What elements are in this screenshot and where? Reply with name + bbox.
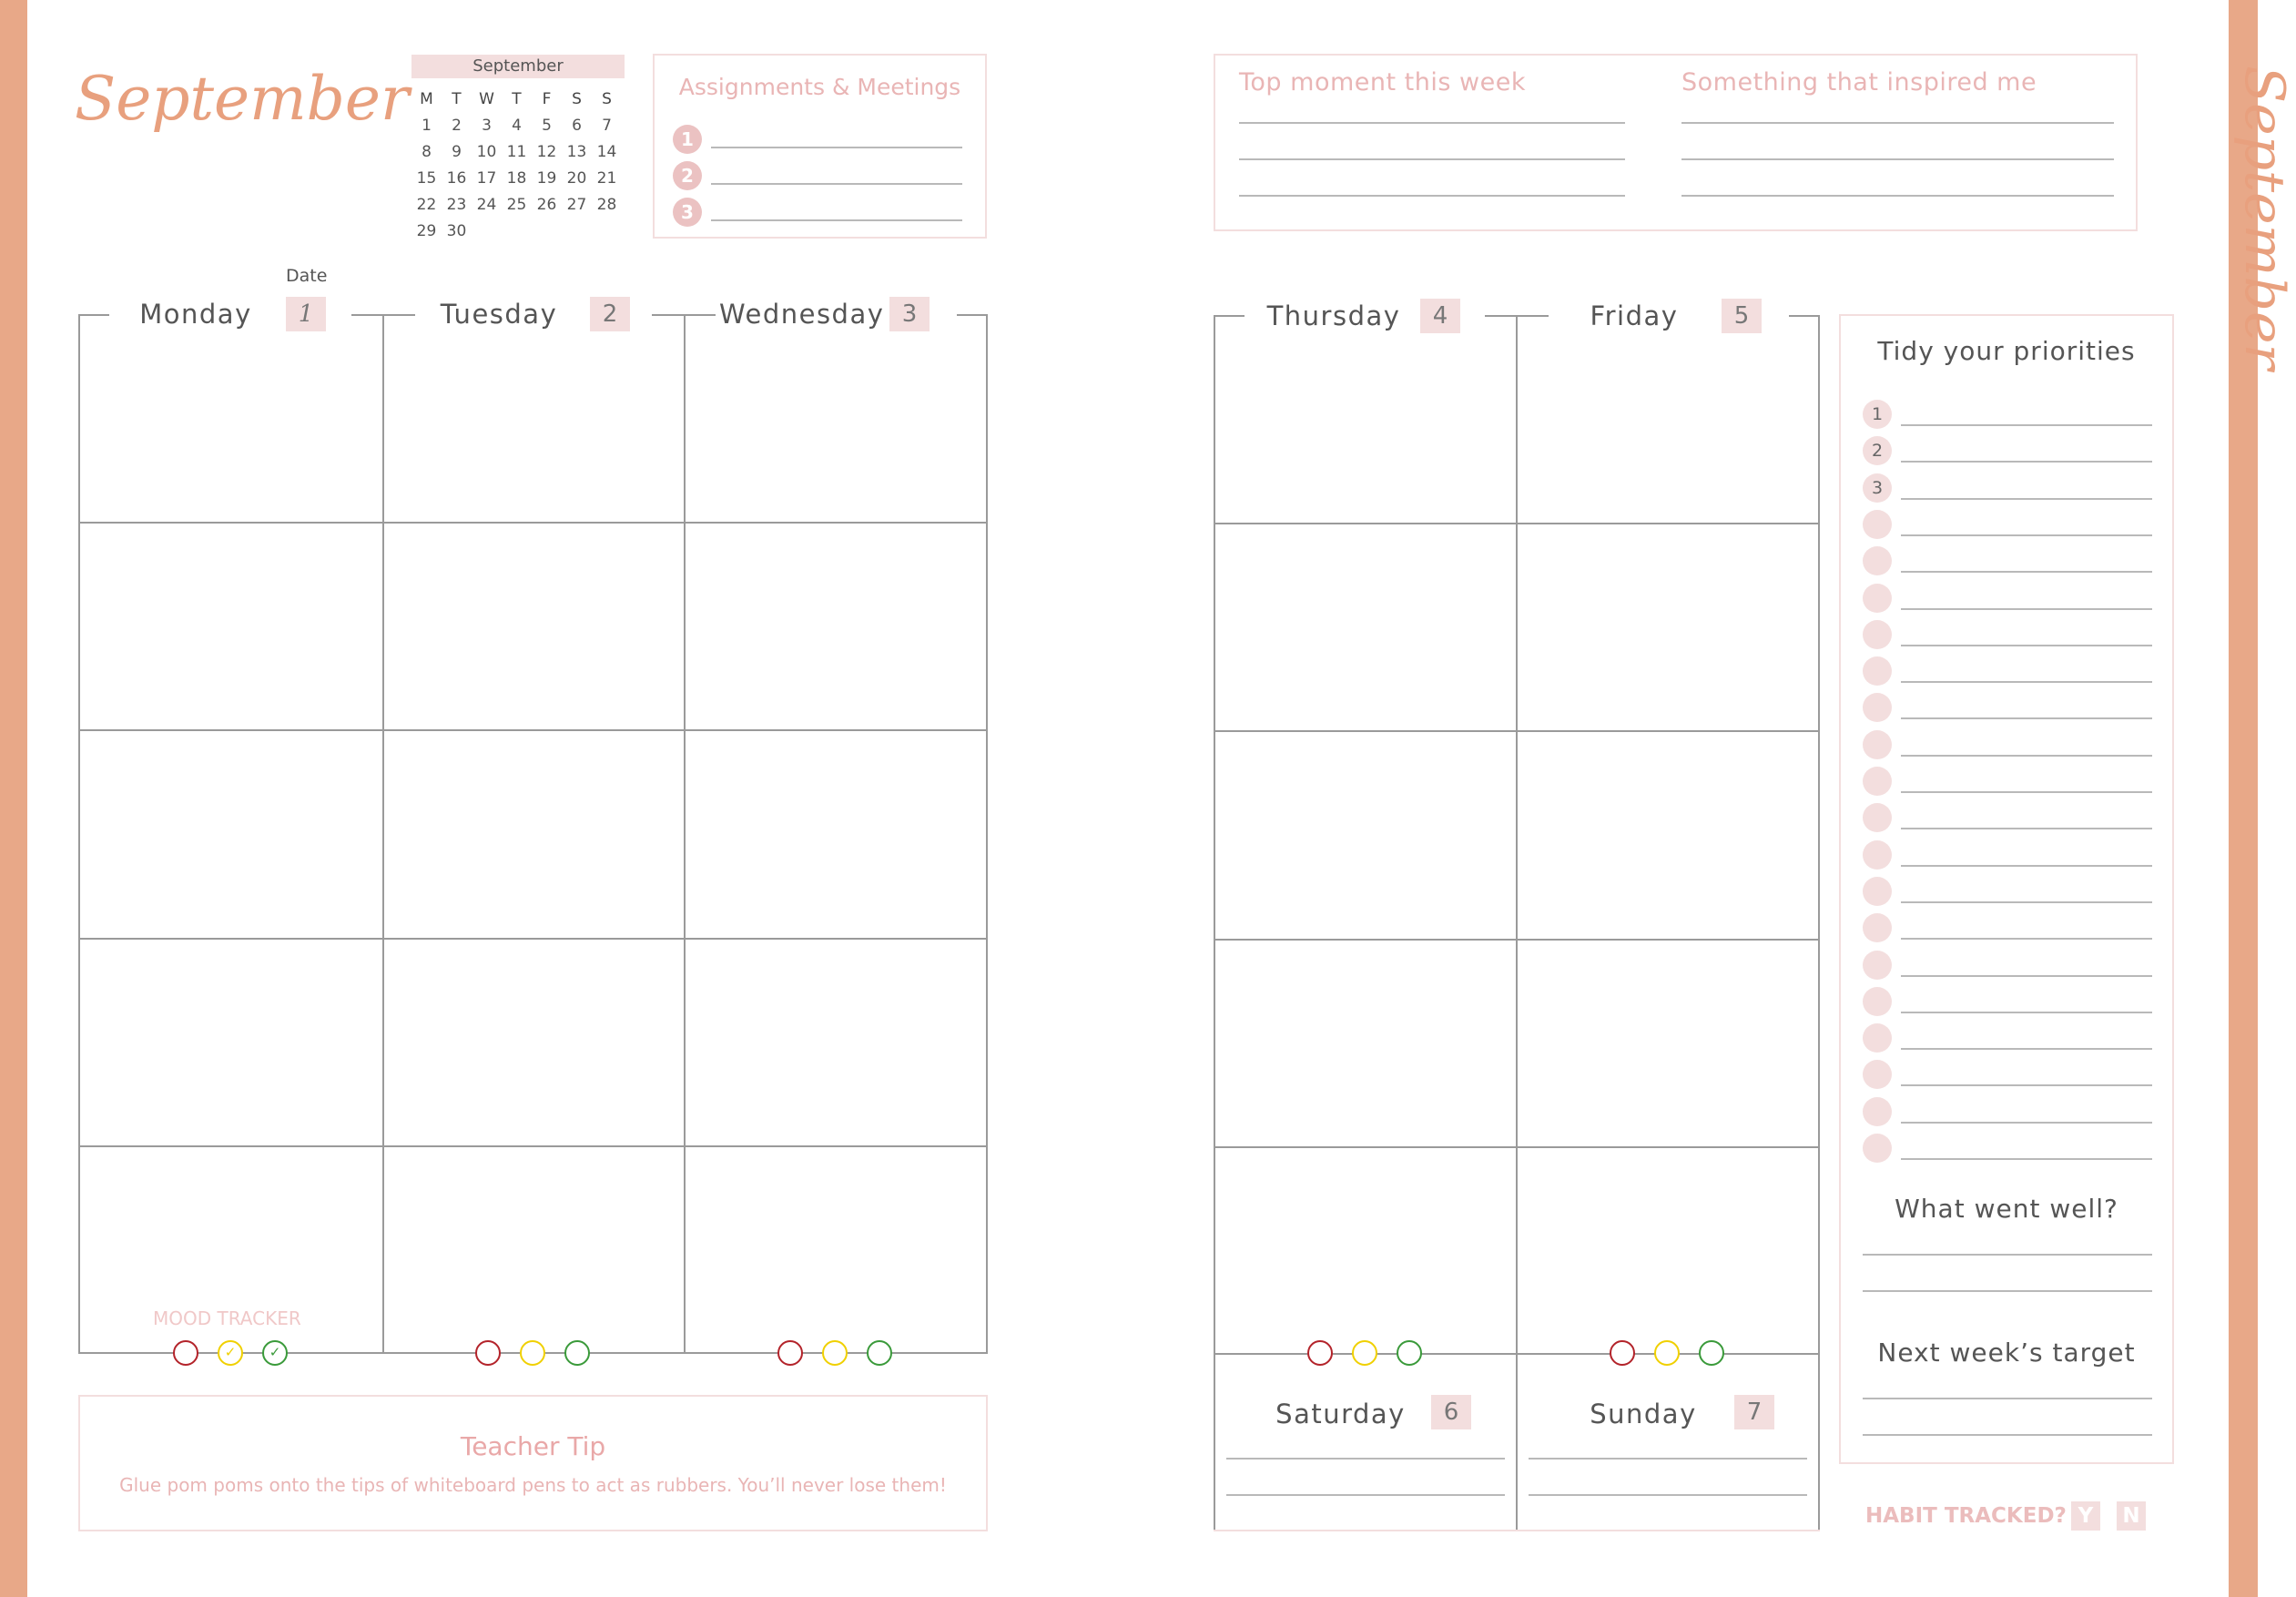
calendar-day: 5 <box>542 116 552 135</box>
mood-green-circle[interactable] <box>564 1340 590 1366</box>
assignment-row[interactable] <box>673 161 973 190</box>
calendar-day: 9 <box>452 142 462 161</box>
mood-red-circle[interactable] <box>1307 1340 1333 1366</box>
calendar-day: 4 <box>512 116 522 135</box>
priorities-title: Tidy your priorities <box>1877 336 2136 366</box>
week-grid-left <box>78 314 988 1354</box>
habit-no-box[interactable]: N <box>2117 1501 2146 1531</box>
priority-row[interactable] <box>1863 584 2152 613</box>
day-number-tuesday: 2 <box>590 297 630 331</box>
calendar-day: 11 <box>506 142 527 161</box>
priority-row[interactable] <box>1863 473 2152 503</box>
priority-row[interactable] <box>1863 510 2152 539</box>
calendar-day: 7 <box>602 116 612 135</box>
priority-row[interactable] <box>1863 400 2152 429</box>
priorities-panel <box>1839 314 2174 1464</box>
priority-number <box>1863 584 1892 613</box>
left-edge-strip <box>0 0 27 1597</box>
calendar-day: 21 <box>596 168 617 188</box>
mood-yellow-circle[interactable] <box>520 1340 545 1366</box>
mood-yellow-circle[interactable] <box>1352 1340 1377 1366</box>
priority-number <box>1863 987 1892 1016</box>
priority-number <box>1863 693 1892 722</box>
assignment-number: 3 <box>673 198 702 227</box>
mood-yellow-circle[interactable] <box>1654 1340 1680 1366</box>
calendar-day <box>562 218 592 244</box>
calendar-day: 12 <box>536 142 557 161</box>
priority-number: 3 <box>1863 473 1892 503</box>
calendar-day: 20 <box>566 168 587 188</box>
priority-row[interactable] <box>1863 1060 2152 1089</box>
priority-number <box>1863 620 1892 649</box>
inspired-label: Something that inspired me <box>1681 68 2037 97</box>
priority-row[interactable] <box>1863 913 2152 942</box>
priority-row[interactable] <box>1863 436 2152 465</box>
date-label: Date <box>286 266 328 286</box>
calendar-day: 27 <box>566 195 587 214</box>
mood-red-circle[interactable] <box>777 1340 803 1366</box>
calendar-day: 8 <box>422 142 432 161</box>
calendar-day: 17 <box>476 168 497 188</box>
priority-row[interactable] <box>1863 1097 2152 1126</box>
calendar-day: 14 <box>596 142 617 161</box>
weekday-header: W <box>479 89 494 108</box>
mini-calendar <box>411 55 625 244</box>
priority-row[interactable] <box>1863 546 2152 575</box>
priority-number <box>1863 1134 1892 1163</box>
priority-number <box>1863 1060 1892 1089</box>
priority-number <box>1863 951 1892 980</box>
mood-tracker-label: MOOD TRACKER <box>153 1307 301 1329</box>
calendar-day: 3 <box>482 116 492 135</box>
assignment-row[interactable] <box>673 125 973 154</box>
mood-red-circle[interactable] <box>475 1340 501 1366</box>
calendar-day: 22 <box>416 195 437 214</box>
mood-red-circle[interactable] <box>1610 1340 1635 1366</box>
assignment-number: 2 <box>673 161 702 190</box>
priority-row[interactable] <box>1863 656 2152 686</box>
habit-yes-box[interactable]: Y <box>2071 1501 2100 1531</box>
priority-number <box>1863 803 1892 832</box>
mood-yellow-circle[interactable] <box>822 1340 848 1366</box>
day-number-saturday: 6 <box>1431 1395 1471 1429</box>
priority-number <box>1863 877 1892 906</box>
mood-green-circle[interactable] <box>1397 1340 1422 1366</box>
priority-row[interactable] <box>1863 840 2152 870</box>
mood-tracker-thursday <box>1307 1340 1435 1369</box>
priority-number <box>1863 840 1892 870</box>
month-title: September <box>75 64 410 134</box>
priority-row[interactable] <box>1863 767 2152 796</box>
priority-number: 1 <box>1863 400 1892 429</box>
calendar-day: 16 <box>446 168 467 188</box>
day-number-wednesday: 3 <box>889 297 930 331</box>
calendar-day: 1 <box>422 116 432 135</box>
side-month-title: September <box>2232 66 2296 371</box>
habit-tracked-label: HABIT TRACKED? <box>1865 1504 2067 1528</box>
mood-yellow-circle[interactable]: ✓ <box>218 1340 243 1366</box>
calendar-day: 28 <box>596 195 617 214</box>
calendar-day <box>592 218 622 244</box>
priority-row[interactable] <box>1863 693 2152 722</box>
priority-number <box>1863 546 1892 575</box>
day-name-sunday: Sunday <box>1590 1399 1697 1429</box>
calendar-day: 30 <box>446 221 467 240</box>
day-number-thursday: 4 <box>1420 299 1460 333</box>
priority-row[interactable] <box>1863 1023 2152 1053</box>
teacher-tip-text: Glue pom poms onto the tips of whiteboard pens to act as rubbers. You’ll never lose them! <box>119 1474 947 1496</box>
priority-number: 2 <box>1863 436 1892 465</box>
teacher-tip-box <box>78 1395 988 1531</box>
priority-number <box>1863 730 1892 759</box>
assignment-number: 1 <box>673 125 702 154</box>
priority-row[interactable] <box>1863 951 2152 980</box>
day-name-saturday: Saturday <box>1275 1399 1406 1429</box>
weekday-header: T <box>512 89 522 108</box>
teacher-tip-title: Teacher Tip <box>460 1431 606 1461</box>
assignment-row[interactable] <box>673 198 973 227</box>
mood-tracker-monday <box>173 1340 300 1369</box>
mood-tracker-wednesday <box>777 1340 905 1369</box>
priority-row[interactable] <box>1863 1134 2152 1163</box>
calendar-day: 18 <box>506 168 527 188</box>
priority-row[interactable] <box>1863 877 2152 906</box>
calendar-day: 19 <box>536 168 557 188</box>
mini-calendar-title: September <box>411 55 625 78</box>
day-name-wednesday: Wednesday <box>719 299 885 330</box>
mood-green-circle[interactable] <box>1699 1340 1724 1366</box>
reflection-box <box>1214 54 2138 231</box>
assignments-title: Assignments & Meetings <box>678 74 961 100</box>
calendar-day: 29 <box>416 221 437 240</box>
priority-row[interactable] <box>1863 730 2152 759</box>
day-name-friday: Friday <box>1590 300 1679 331</box>
priority-number <box>1863 767 1892 796</box>
went-well-title: What went well? <box>1895 1194 2118 1224</box>
mood-tracker-friday <box>1610 1340 1737 1369</box>
next-target-title: Next week’s target <box>1877 1338 2136 1368</box>
calendar-day: 15 <box>416 168 437 188</box>
weekday-header: F <box>542 89 552 108</box>
weekday-header: T <box>452 89 462 108</box>
priority-number <box>1863 656 1892 686</box>
calendar-day <box>502 218 532 244</box>
calendar-day: 6 <box>572 116 582 135</box>
day-name-thursday: Thursday <box>1266 300 1401 331</box>
calendar-day: 24 <box>476 195 497 214</box>
priority-row[interactable] <box>1863 987 2152 1016</box>
weekday-header: S <box>602 89 612 108</box>
day-number-sunday: 7 <box>1734 1395 1774 1429</box>
calendar-day: 25 <box>506 195 527 214</box>
priority-number <box>1863 510 1892 539</box>
mood-green-circle[interactable] <box>867 1340 892 1366</box>
mood-tracker-tuesday <box>475 1340 603 1369</box>
priority-number <box>1863 913 1892 942</box>
priority-number <box>1863 1097 1892 1126</box>
day-name-tuesday: Tuesday <box>440 299 558 330</box>
calendar-day: 10 <box>476 142 497 161</box>
calendar-day <box>472 218 502 244</box>
mood-green-circle[interactable]: ✓ <box>262 1340 288 1366</box>
calendar-day: 23 <box>446 195 467 214</box>
calendar-day: 13 <box>566 142 587 161</box>
priority-row[interactable] <box>1863 620 2152 649</box>
day-number-friday: 5 <box>1722 299 1762 333</box>
calendar-day: 2 <box>452 116 462 135</box>
calendar-day <box>532 218 562 244</box>
weekday-header: M <box>420 89 433 108</box>
mood-red-circle[interactable] <box>173 1340 198 1366</box>
assignments-box <box>653 54 987 239</box>
top-moment-label: Top moment this week <box>1239 68 1526 97</box>
priority-number <box>1863 1023 1892 1053</box>
priority-row[interactable] <box>1863 803 2152 832</box>
day-name-monday: Monday <box>139 299 252 330</box>
calendar-day: 26 <box>536 195 557 214</box>
day-number-monday: 1 <box>286 297 326 331</box>
weekday-header: S <box>572 89 582 108</box>
